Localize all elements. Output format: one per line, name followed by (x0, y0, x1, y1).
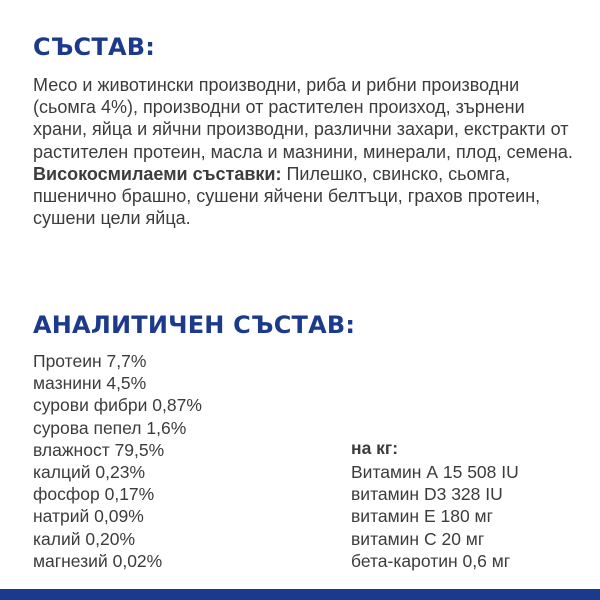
vitamin-item: Витамин А 15 508 IU (351, 462, 519, 482)
highly-digestible-text: Пилешко, свинско, сьомга, пшенично брашно, сушени яйчени белтъци, грахов протеин, сушени цели яйца. (33, 163, 541, 229)
analytical-heading: АНАЛИТИЧЕН СЪСТАВ: (33, 311, 356, 339)
vitamin-item: витамин D3 328 IU (351, 484, 503, 505)
highly-digestible-label: Високосмилаеми съставки: (33, 163, 282, 184)
nutrient-item: калций 0,23% (33, 462, 146, 483)
composition-paragraph (33, 74, 573, 229)
bottom-accent-bar (0, 589, 600, 600)
composition-heading: СЪСТАВ: (33, 33, 156, 61)
nutrient-item: натрий 0,09% (33, 506, 144, 527)
nutrient-item: влажност 79,5% (33, 439, 165, 460)
nutrient-item: сурова пепел 1,6% (33, 417, 187, 438)
nutrient-item: сурови фибри 0,87% (33, 395, 202, 416)
nutrient-list (33, 350, 202, 572)
nutrient-item: мазнини 4,5% (33, 373, 147, 394)
nutrient-item: магнезий 0,02% (33, 550, 163, 571)
vitamin-item: витамин С 20 мг (351, 528, 485, 549)
nutrient-item: калий 0,20% (33, 528, 136, 549)
vitamin-item: бета-каротин 0,6 мг (351, 550, 511, 571)
nutrient-item: фосфор 0,17% (33, 484, 155, 505)
composition-intro-text: Месо и животински производни, риба и рибни производни (сьомга 4%), производни от растителен произход, зърнени храни, яйца и яйчни производни, различни захари, екстракти от растителен протеин, масла и мазнини, минерали, плод, семена. (33, 75, 573, 162)
vitamin-list (351, 461, 519, 572)
nutrient-item: Протеин 7,7% (33, 351, 147, 371)
vitamin-item: витамин Е 180 мг (351, 506, 493, 527)
per-kg-label: на кг: (351, 438, 399, 458)
